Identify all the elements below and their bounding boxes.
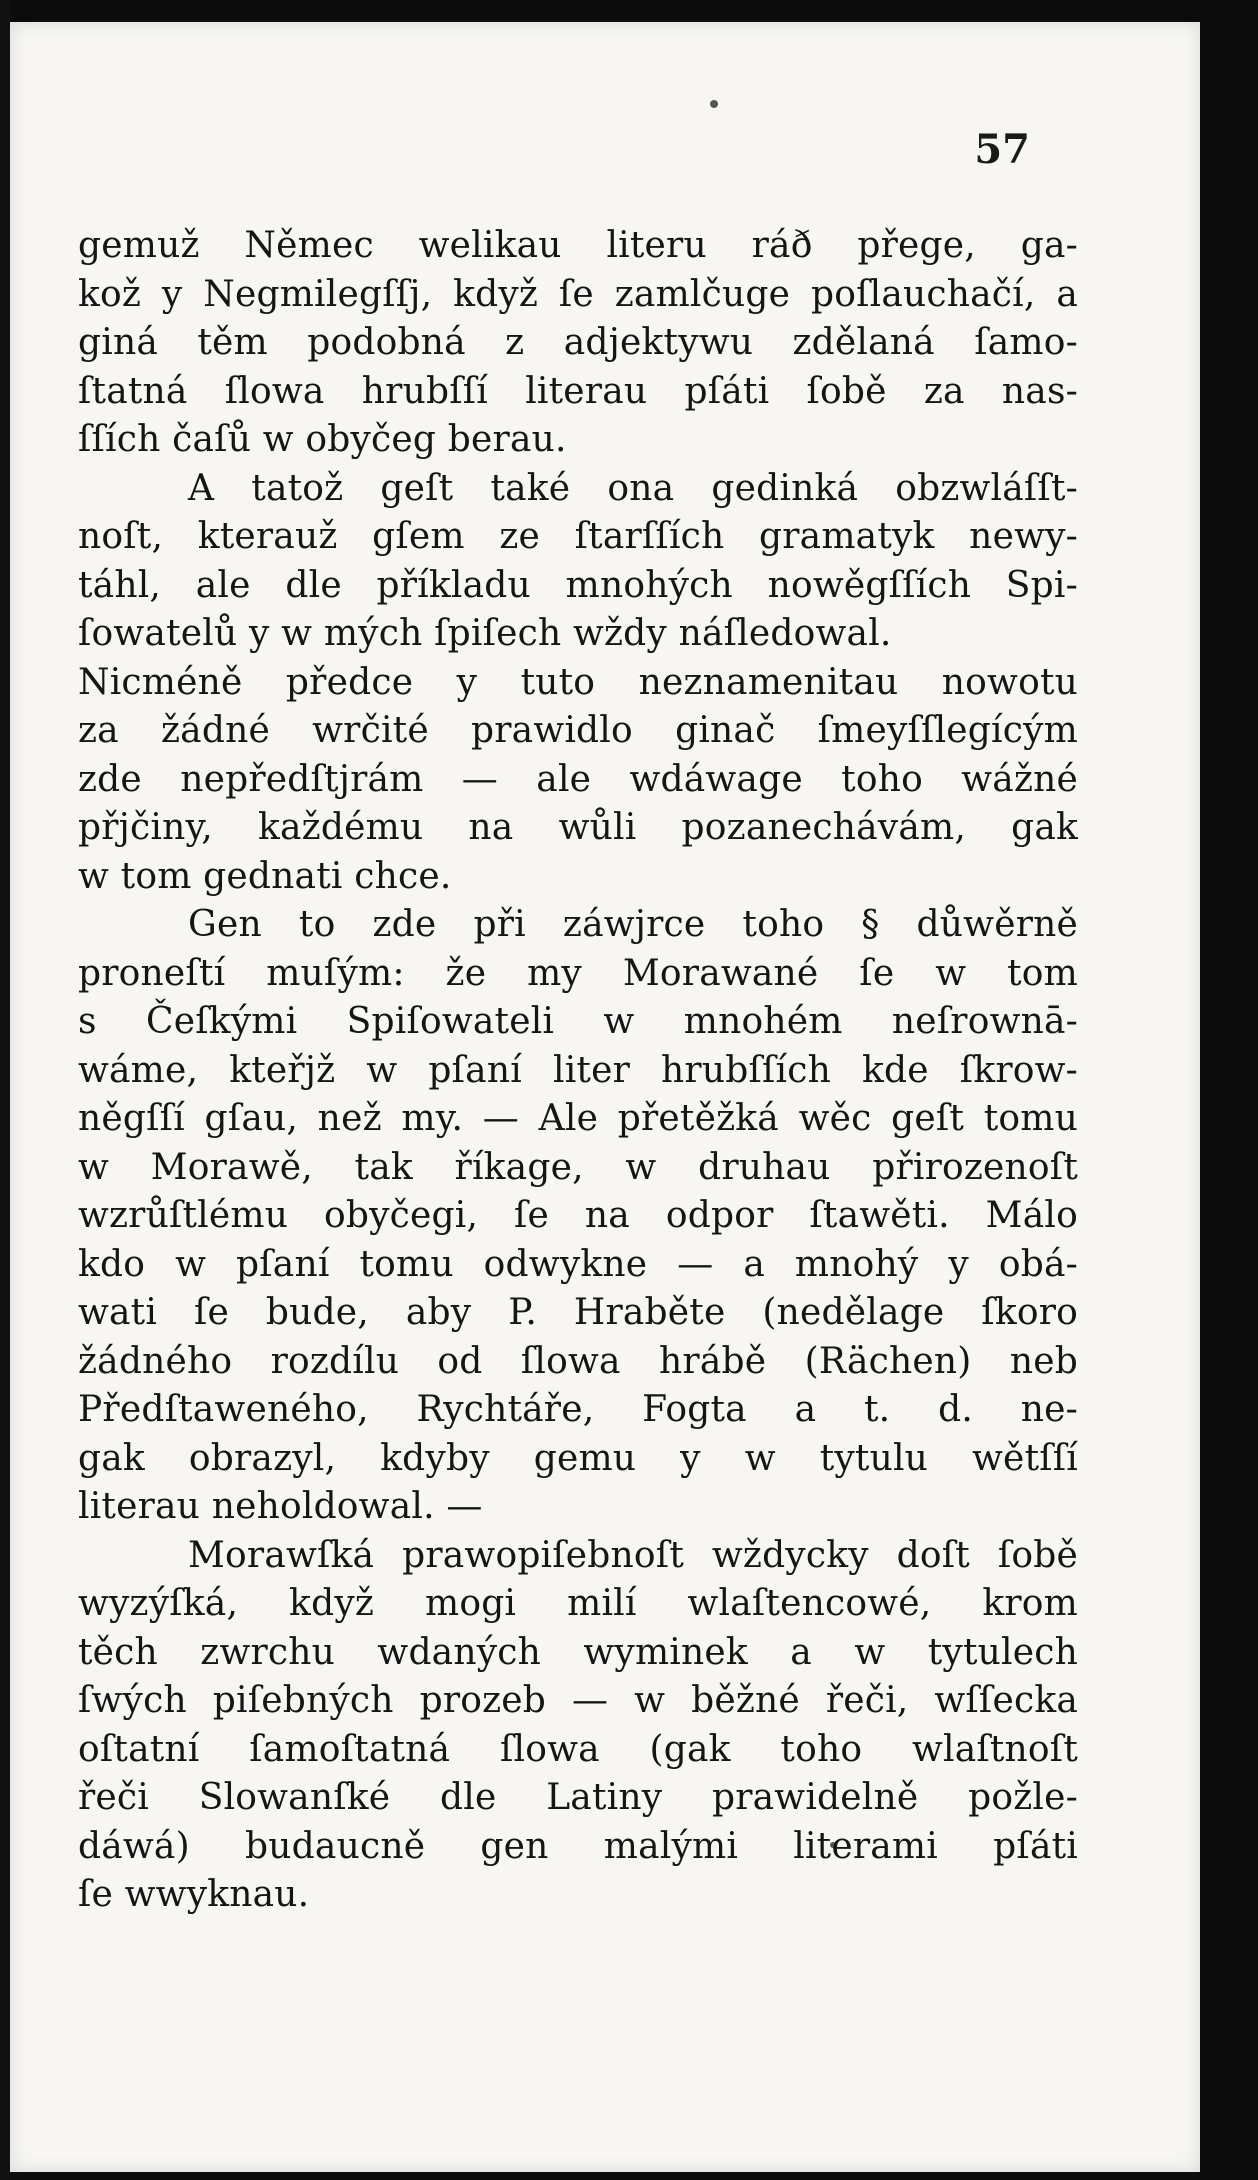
text-line: wáme, kteřjž w pſaní liter hrubſſích kde ſkrow- (78, 1049, 1078, 1091)
text-line: dáwá) budaucně gen malými literami pſáti (78, 1825, 1078, 1867)
scan-left-edge (0, 0, 10, 2180)
text-line: s Čeſkými Spiſowateli w mnohém neſrownā- (78, 1001, 1078, 1042)
text-line: Nicméně předce y tuto neznamenitau nowotu (78, 661, 1078, 703)
text-line: giná těm podobná z adjektywu zdělaná ſamo- (78, 322, 1078, 363)
text-line: w tom gednati chce. (78, 855, 452, 897)
text-line: w Morawě, tak říkage, w druhau přirozenoſt (78, 1146, 1078, 1188)
text-line: oſtatní ſamoſtatná ſlowa (gak toho wlaſtnoſt (78, 1728, 1078, 1770)
text-line: Gen to zde při záwjrce toho § důwěrně (188, 904, 1078, 945)
text-line: ſe wwyknau. (78, 1874, 310, 1915)
text-line: wyzýſká, když mogi milí wlaſtencowé, krom (78, 1583, 1078, 1624)
text-line: literau neholdowal. — (78, 1486, 483, 1527)
text-line: Morawſká prawopiſebnoſt wždycky doſt ſobě (188, 1534, 1078, 1576)
text-line: zde nepředſtjrám — ale wdáwage toho wážné (78, 758, 1078, 800)
text-line: wzrůſtlému obyčegi, ſe na odpor ſtawěti. Málo (78, 1195, 1078, 1236)
text-line: gak obrazyl, kdyby gemu y w tytulu wětſſí (78, 1437, 1078, 1479)
text-line: těch zwrchu wdaných wyminek a w tytulech (78, 1631, 1078, 1673)
ink-speck (710, 100, 718, 108)
text-line: proneſtí muſým: že my Morawané ſe w tom (78, 952, 1078, 994)
text-line: ſowatelů y w mých ſpiſech wždy náſledowal. (78, 613, 892, 654)
page-number: 57 (974, 126, 1030, 173)
text-line: noſt, kterauž gſem ze ſtarſſích gramatyk newy- (78, 516, 1078, 557)
text-line: kdo w pſaní tomu odwykne — a mnohý y obá- (78, 1243, 1078, 1285)
text-line: kož y Negmilegſſj, když ſe zamlčuge poſlauchačí, a (78, 273, 1078, 315)
body-text (78, 222, 1078, 1920)
text-line: přjčiny, každému na wůli pozanechávám, gak (78, 807, 1078, 848)
text-line: wati ſe bude, aby P. Hraběte (nedělage ſkoro (78, 1292, 1078, 1333)
text-line: žádného rozdílu od ſlowa hrábě (Rächen) neb (78, 1340, 1078, 1382)
text-line: gemuž Němec welikau literu ráð přege, ga- (78, 225, 1078, 266)
text-line: za žádné wrčité prawidlo ginač ſmeyſſlegícým (78, 710, 1078, 751)
scan-right-edge (1200, 0, 1258, 2180)
text-line: řeči Slowanſké dle Latiny prawidelně požle- (78, 1777, 1078, 1818)
text-line: ſtatná ſlowa hrubſſí literau pſáti ſobě za nas- (78, 370, 1078, 412)
text-line: ſſích čaſů w obyčeg berau. (78, 419, 567, 460)
text-line: táhl, ale dle příkladu mnohých nowěgſſích Spi- (78, 564, 1078, 606)
text-line: Předſtaweného, Rychtáře, Fogta a t. d. ne- (78, 1389, 1078, 1430)
book-page (10, 22, 1200, 2172)
text-line: něgſſí gſau, než my. — Ale přetěžká wěc geſt tomu (78, 1098, 1078, 1139)
text-line: ſwých piſebných prozeb — w běžné řeči, wſſecka (78, 1680, 1078, 1721)
text-line: A tatož geſt také ona gedinká obzwláſſt- (188, 467, 1078, 509)
